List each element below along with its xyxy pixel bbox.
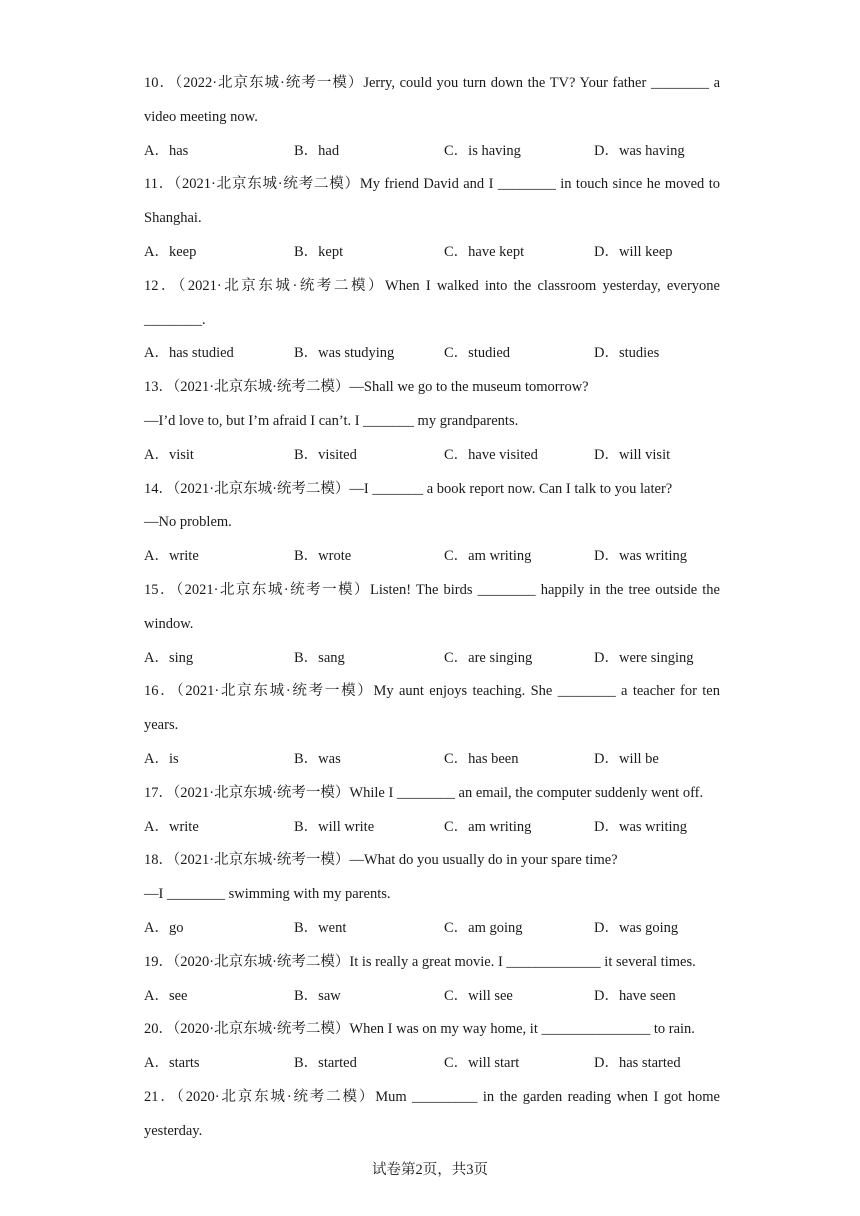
answer-option: A．visit	[144, 446, 194, 463]
answer-option: D．has started	[594, 1055, 681, 1072]
answer-option: B．was studying	[294, 345, 395, 362]
question-stem: 12．（2021·北京东城·统考二模）When I walked into the classroom yesterday, everyone	[144, 277, 720, 294]
answer-option: A．see	[144, 987, 188, 1004]
answer-option: D．was going	[594, 920, 679, 936]
answer-option: C．will start	[444, 1055, 520, 1072]
answer-option: D．were singing	[594, 649, 694, 666]
question-stem: 18．（2021·北京东城·统考一模）—What do you usually do in your spare time?	[144, 852, 618, 869]
answer-option: C．am writing	[444, 548, 532, 565]
answer-option: A．go	[144, 920, 184, 936]
answer-option: B．will write	[294, 818, 375, 835]
answer-option: D．will keep	[594, 244, 673, 260]
answer-option: C．is having	[444, 142, 521, 159]
answer-option: B．wrote	[294, 548, 352, 565]
answer-option: A．has	[144, 142, 189, 159]
answer-option: B．was	[294, 751, 341, 767]
question-stem-continued: ________.	[144, 311, 206, 328]
question-stem-continued: video meeting now.	[144, 108, 258, 125]
question-stem: 10．（2022·北京东城·统考一模）Jerry, could you turn down the TV? Your father ________ a	[144, 75, 720, 91]
answer-option: C．will see	[444, 987, 513, 1004]
answer-option: D．will visit	[594, 446, 671, 463]
answer-option: D．was having	[594, 142, 685, 159]
answer-option: D．have seen	[594, 987, 676, 1004]
question-stem-continued: yesterday.	[144, 1122, 203, 1139]
question-stem: 15．（2021·北京东城·统考一模）Listen! The birds ________ happily in the tree outside the	[144, 582, 720, 598]
question-stem: 20．（2020·北京东城·统考二模）When I was on my way home, it _______________ to rain.	[144, 1021, 695, 1038]
question-stem: 21．（2020·北京东城·统考二模）Mum _________ in the garden reading when I got home	[144, 1089, 720, 1105]
option-row	[144, 140, 720, 162]
option-row	[144, 545, 720, 567]
answer-option: B．saw	[294, 987, 341, 1004]
answer-option: B．went	[294, 920, 347, 936]
option-row	[144, 444, 720, 466]
answer-option: A．has studied	[144, 345, 234, 362]
question-stem-continued: window.	[144, 615, 194, 632]
answer-option: B．sang	[294, 649, 345, 666]
question-stem: 11．（2021·北京东城·统考二模）My friend David and I ________ in touch since he moved to	[144, 176, 720, 193]
option-row	[144, 1052, 720, 1074]
question-stem: 16．（2021·北京东城·统考一模）My aunt enjoys teaching. She ________ a teacher for ten	[144, 683, 720, 700]
answer-option: B．kept	[294, 244, 344, 260]
answer-option: C．studied	[444, 345, 511, 362]
answer-option: C．have visited	[444, 446, 538, 463]
answer-option: D．was writing	[594, 548, 688, 565]
answer-option: C．am writing	[444, 818, 532, 835]
question-stem-continued: —I’d love to, but I’m afraid I can’t. I _______ my grandparents.	[144, 413, 519, 429]
answer-option: A．write	[144, 548, 199, 565]
option-row	[144, 241, 720, 263]
question-stem-continued: —No problem.	[144, 514, 232, 531]
answer-option: C．am going	[444, 920, 523, 936]
option-row	[144, 647, 720, 669]
answer-option: A．write	[144, 818, 199, 835]
question-stem-continued: years.	[144, 717, 179, 734]
answer-option: B．started	[294, 1055, 357, 1072]
option-row	[144, 342, 720, 364]
answer-option: A．sing	[144, 649, 194, 666]
answer-option: C．are singing	[444, 649, 533, 666]
answer-option: A．is	[144, 751, 179, 767]
question-stem-continued: Shanghai.	[144, 210, 202, 227]
answer-option: C．have kept	[444, 244, 525, 260]
option-row	[144, 985, 720, 1007]
question-stem: 19．（2020·北京东城·统考二模）It is really a great movie. I _____________ it several times.	[144, 953, 696, 970]
question-stem: 17．（2021·北京东城·统考一模）While I ________ an email, the computer suddenly went off.	[144, 784, 704, 801]
answer-option: D．will be	[594, 751, 659, 767]
answer-option: B．visited	[294, 446, 357, 463]
answer-option: B．had	[294, 142, 340, 159]
option-row	[144, 917, 720, 939]
answer-option: D．was writing	[594, 818, 688, 835]
answer-option: D．studies	[594, 345, 660, 362]
page-footer: 试卷第2页，共3页	[372, 1162, 488, 1178]
question-stem-continued: —I ________ swimming with my parents.	[144, 886, 391, 903]
option-row	[144, 816, 720, 838]
answer-option: A．starts	[144, 1055, 200, 1072]
answer-option: C．has been	[444, 751, 519, 767]
question-stem: 14．（2021·北京东城·统考二模）—I _______ a book report now. Can I talk to you later?	[144, 480, 673, 497]
answer-option: A．keep	[144, 244, 197, 260]
question-stem: 13．（2021·北京东城·统考二模）—Shall we go to the museum tomorrow?	[144, 379, 589, 396]
option-row	[144, 748, 720, 770]
